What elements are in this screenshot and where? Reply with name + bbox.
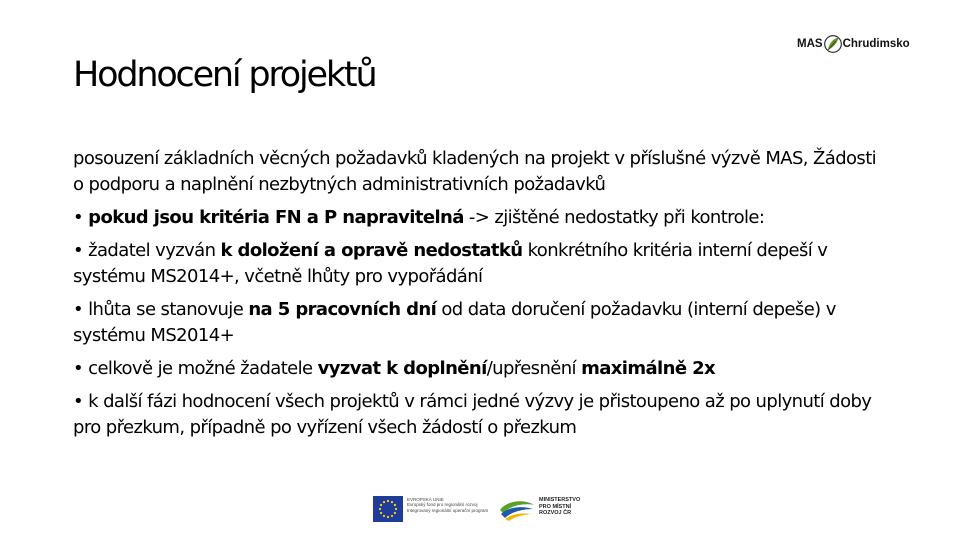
eu-star (391, 515, 393, 517)
mas-chrudimsko-logo (797, 31, 910, 57)
irop-logo-icon (497, 496, 537, 522)
text: konkrétního kritéria interní depeší v systému MS2014+, včetně lhůty pro vypořádání (73, 240, 828, 287)
bullet-marker: • (73, 240, 84, 261)
text: /upřesnění (486, 358, 582, 379)
page-title: Hodnocení projektů (73, 55, 376, 95)
bullet-marker: • (73, 207, 84, 228)
bullet-marker: • (73, 391, 84, 412)
text: -> zjištěné nedostatky při kontrole: (463, 207, 765, 228)
leaf-icon (824, 34, 842, 54)
logo-region-text: Chrudimsko (842, 38, 910, 50)
eu-star (394, 504, 396, 506)
eu-star (391, 501, 393, 503)
logo-mas-text: MAS (797, 38, 823, 50)
eu-star (394, 512, 396, 514)
eu-star (383, 501, 385, 503)
bold-text: k doložení a opravě nedostatků (220, 240, 523, 261)
bold-text: pokud jsou kritéria FN a P napravitelná (88, 207, 464, 228)
bullet-item (73, 356, 888, 382)
eu-star (383, 515, 385, 517)
bullet-item (73, 297, 888, 349)
eu-caption-line: EVROPSKÁ UNIE (407, 497, 444, 502)
slide-content (73, 146, 888, 441)
eu-star (395, 508, 397, 510)
eu-caption-line: Evropský fond pro regionální rozvoj (407, 502, 478, 508)
text: žadatel vyzván (88, 240, 221, 261)
text: k další fázi hodnocení všech projektů v rámci jedné výzvy je přistoupeno až po uplynutí doby pro přezkum, případně po vyřízení všech žádostí o přezkum (73, 391, 872, 438)
eu-star (379, 508, 381, 510)
bullet-marker: • (73, 299, 84, 320)
eu-caption-line: Integrovaný regionální operační program (407, 507, 489, 513)
ministry-caption (539, 497, 580, 527)
eu-star (380, 512, 382, 514)
bullet-item (73, 389, 888, 441)
text: od data doručení požadavku (interní depeše) v systému MS2014+ (73, 299, 836, 346)
ministry-caption-line: MINISTERSTVO (539, 497, 581, 503)
bold-text: maximálně 2x (581, 358, 716, 379)
eu-star (380, 504, 382, 506)
eu-star (387, 516, 389, 518)
bold-text: na 5 pracovních dní (248, 299, 437, 320)
ministry-caption-line: ROZVOJ ČR (539, 510, 572, 517)
intro-paragraph: posouzení základních věcných požadavků kladených na projekt v příslušné výzvě MAS, Žádosti o podporu a naplnění nezbytných administrativních požadavků (73, 148, 877, 195)
eu-fund-caption (407, 497, 499, 527)
text: celkově je možné žadatele (88, 358, 318, 379)
bullet-item (73, 238, 888, 290)
ministry-caption-line: PRO MÍSTNÍ (539, 503, 572, 510)
eu-flag-icon (373, 496, 403, 522)
bullet-marker: • (73, 358, 84, 379)
eu-star (387, 500, 389, 502)
text: lhůta se stanovuje (88, 299, 249, 320)
bold-text: vyzvat k doplnění (317, 358, 487, 379)
bullet-item (73, 205, 888, 231)
